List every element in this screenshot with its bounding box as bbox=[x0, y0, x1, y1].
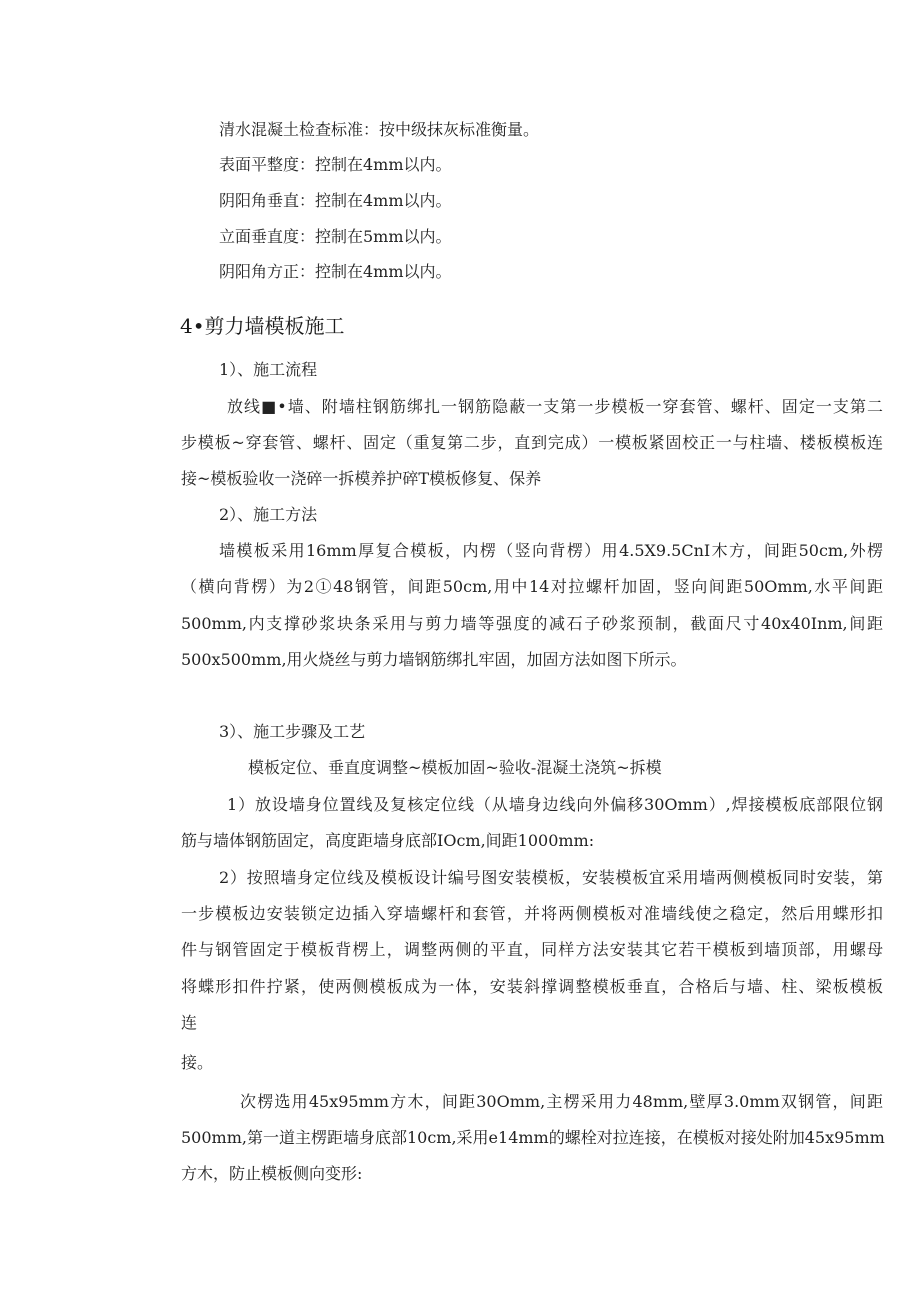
sub1-line: 步模板~穿套管、螺杆、固定（重复第二步，直到完成）一模板紧固校正一与柱墙、楼板模板连 bbox=[181, 433, 883, 452]
flatness-spec: 表面平整度：控制在4mm以内。 bbox=[219, 155, 452, 174]
sub2-line: 500x500mm,用火烧丝与剪力墙钢筋绑扎牢固，加固方法如图下所示。 bbox=[181, 650, 687, 669]
step2-line: 连 bbox=[181, 1013, 198, 1032]
step2-line: 将蝶形扣件拧紧，使两侧模板成为一体，安装斜撑调整模板垂直，合格后与墙、柱、梁板模板 bbox=[181, 977, 883, 996]
corner-square-spec: 阴阳角方正：控制在4mm以内。 bbox=[219, 262, 452, 281]
note-line: 次楞选用45x95mm方木，间距30Omm,主楞采用力48mm,壁厚3.0mm双钢管，间距 bbox=[240, 1092, 883, 1111]
sub2-title: 2）、施工方法 bbox=[219, 505, 318, 524]
corner-vertical-spec: 阴阳角垂直：控制在4mm以内。 bbox=[219, 191, 452, 210]
step2-line: 件与钢管固定于模板背楞上，调整两侧的平直，同样方法安装其它若干模板到墙顶部，用螺母 bbox=[181, 940, 883, 959]
step2-line: 一步模板边安装锁定边插入穿墙螺杆和套管，并将两侧模板对准墙线使之稳定，然后用蝶形扣 bbox=[181, 904, 883, 923]
step2-line: 2）按照墙身定位线及模板设计编号图安装模板，安装模板宜采用墙两侧模板同时安装，第 bbox=[219, 868, 883, 887]
sub2-line: （横向背楞）为2①48钢管，间距50cm,用中14对拉螺杆加固，竖向间距50Omm,水平间距 bbox=[181, 577, 883, 596]
sub3-title: 3）、施工步骤及工艺 bbox=[219, 722, 366, 741]
sub1-line: 放线■•墙、附墙柱钢筋绑扎一钢筋隐蔽一支第一步模板一穿套管、螺杆、固定一支第二 bbox=[227, 397, 883, 416]
section-heading: 4•剪力墙模板施工 bbox=[180, 314, 345, 338]
note-line: 方木，防止模板侧向变形: bbox=[181, 1164, 363, 1183]
sub1-line: 接~模板验收一浇碎一拆模养护碎T模板修复、保养 bbox=[181, 469, 542, 488]
note-line: 500mm,第一道主楞距墙身底部10cm,采用e14mm的螺栓对拉连接，在模板对接处附加45x95mm bbox=[181, 1128, 885, 1147]
step1-line: 1）放设墙身位置线及复核定位线（从墙身边线向外偏移30Omm）,焊接模板底部限位钢 bbox=[227, 795, 883, 814]
step1-line: 筋与墙体钢筋固定，高度距墙身底部IOcm,间距1000mm: bbox=[181, 831, 595, 850]
sub3-flow: 模板定位、垂直度调整~模板加固~验收-混凝土浇筑~拆模 bbox=[248, 758, 662, 777]
step2-line: 接。 bbox=[181, 1053, 214, 1072]
sub2-line: 500mm,内支撑砂浆块条采用与剪力墙等强度的减石子砂浆预制，截面尺寸40x40Inm,间距 bbox=[181, 614, 883, 633]
criteria-title: 清水混凝土检查标准：按中级抹灰标准衡量。 bbox=[219, 120, 540, 139]
sub2-line: 墙模板采用16mm厚复合模板，内楞（竖向背楞）用4.5X9.5CnI木方，间距50cm,外楞 bbox=[219, 541, 883, 560]
facade-vertical-spec: 立面垂直度：控制在5mm以内。 bbox=[219, 227, 452, 246]
sub1-title: 1）、施工流程 bbox=[219, 360, 318, 379]
